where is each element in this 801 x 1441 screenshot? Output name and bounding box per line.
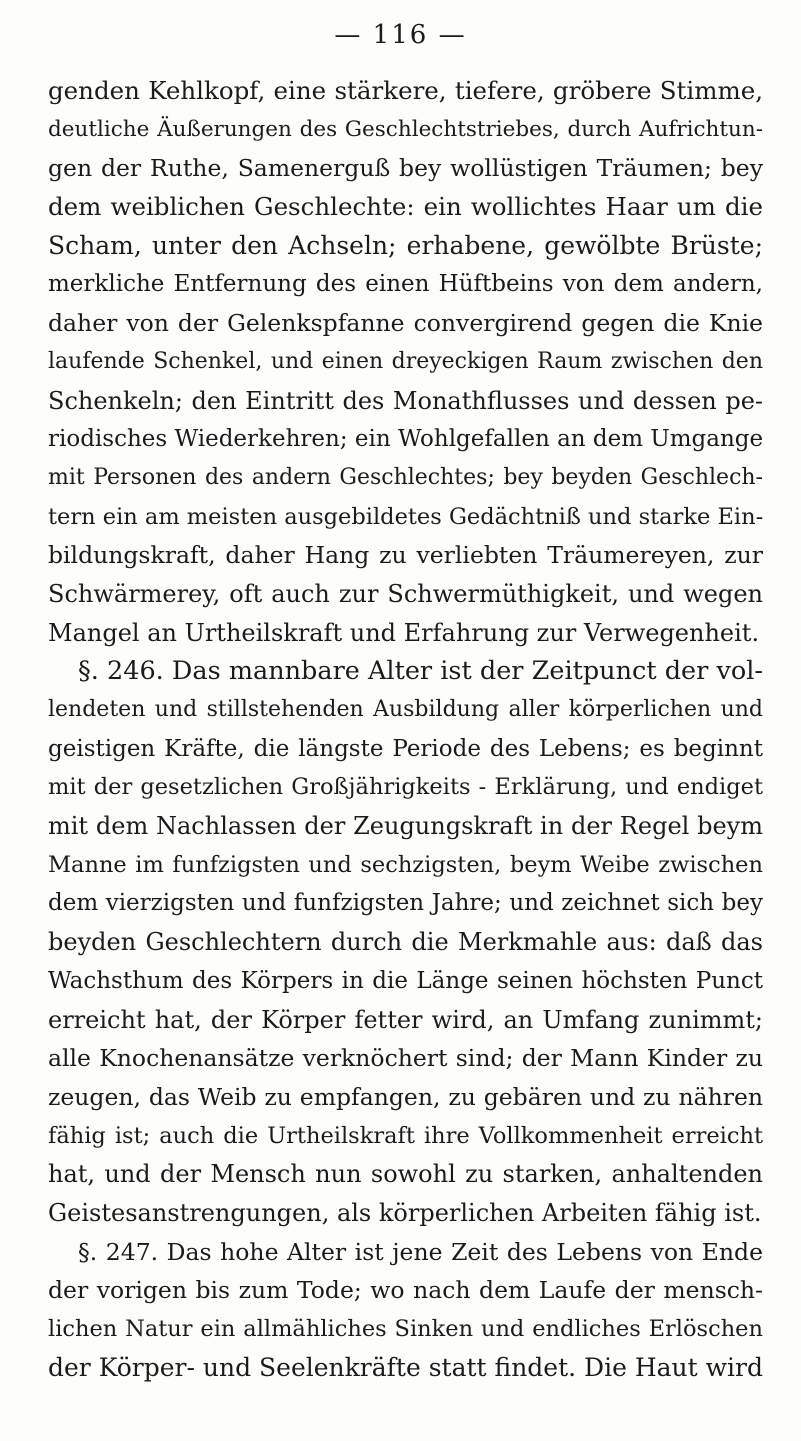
text-line: lichen Natur ein allmähliches Sinken und endliches Erlöschen <box>48 1316 763 1342</box>
text-line: Manne im funfzigsten und sechzigsten, beym Weibe zwischen <box>48 851 763 878</box>
text-line: mit der gesetzlichen Großjährigkeits - Erklärung, und endiget <box>48 774 763 801</box>
text-line: Schwärmerey, oft auch zur Schwermüthigkeit, und wegen <box>48 579 763 608</box>
text-line: Mangel an Urtheilskraft und Erfahrung zur Verwegenheit. <box>48 618 760 647</box>
text-line: erreicht hat, der Körper fetter wird, an Umfang zunimmt; <box>48 1005 763 1034</box>
text-line: Scham, unter den Achseln; erhabene, gewölbte Brüste; <box>48 230 763 260</box>
text-line: mit dem Nachlassen der Zeugungskraft in der Regel beym <box>48 812 763 841</box>
text-line: Schenkeln; den Eintritt des Monathflusses und dessen pe- <box>48 386 763 415</box>
text-line: riodisches Wiederkehren; ein Wohlgefallen an dem Umgange <box>48 426 763 453</box>
text-line: deutliche Äußerungen des Geschlechtstriebes, durch Aufrichtun- <box>48 116 763 142</box>
text-line: daher von der Gelenkspfanne convergirend gegen die Knie <box>48 309 763 338</box>
text-line: dem weiblichen Geschlechte: ein wollichtes Haar um die <box>48 192 763 222</box>
text-line: geistigen Kräfte, die längste Periode des Lebens; es beginnt <box>48 735 763 762</box>
text-line: §. 247. Das hohe Alter ist jene Zeit des Lebens von Ende <box>78 1237 763 1266</box>
body-text <box>48 72 763 1387</box>
text-line: merkliche Entfernung des einen Hüftbeins von dem andern, <box>48 271 763 298</box>
text-line: beyden Geschlechtern durch die Merkmahle aus: daß das <box>48 928 763 957</box>
text-line: mit Personen des andern Geschlechtes; bey beyden Geschlech- <box>48 464 763 490</box>
text-line: laufende Schenkel, und einen dreyeckigen Raum zwischen den <box>48 348 763 374</box>
text-line: gen der Ruthe, Samenerguß bey wollüstigen Träumen; bey <box>48 154 763 183</box>
text-line: hat, und der Mensch nun sowohl zu starken, anhaltenden <box>48 1160 763 1189</box>
text-line: alle Knochenansätze verknöchert sind; der Mann Kinder zu <box>48 1044 763 1073</box>
text-line: Wachsthum des Körpers in die Länge seinen höchsten Punct <box>48 967 763 994</box>
text-line: tern ein am meisten ausgebildetes Gedächtniß und starke Ein- <box>48 503 763 530</box>
text-line: genden Kehlkopf, eine stärkere, tiefere, gröbere Stimme, <box>48 76 763 105</box>
text-line: bildungskraft, daher Hang zu verliebten Träumereyen, zur <box>48 541 763 570</box>
page-number-header: — 116 — <box>334 20 467 50</box>
text-line: der vorigen bis zum Tode; wo nach dem Laufe der mensch- <box>48 1276 763 1305</box>
text-line: der Körper- und Seelenkräfte statt findet. Die Haut wird <box>48 1352 763 1382</box>
text-line: dem vierzigsten und funfzigsten Jahre; und zeichnet sich bey <box>48 890 763 917</box>
text-line: zeugen, das Weib zu empfangen, zu gebären und zu nähren <box>48 1082 763 1111</box>
text-line: §. 246. Das mannbare Alter ist der Zeitpunct der vol- <box>78 656 763 687</box>
text-line: Geistesanstrengungen, als körperlichen Arbeiten fähig ist. <box>48 1198 762 1227</box>
text-line: fähig ist; auch die Urtheilskraft ihre Vollkommenheit erreicht <box>48 1122 763 1149</box>
text-line: lendeten und stillstehenden Ausbildung aller körperlichen und <box>48 697 763 722</box>
